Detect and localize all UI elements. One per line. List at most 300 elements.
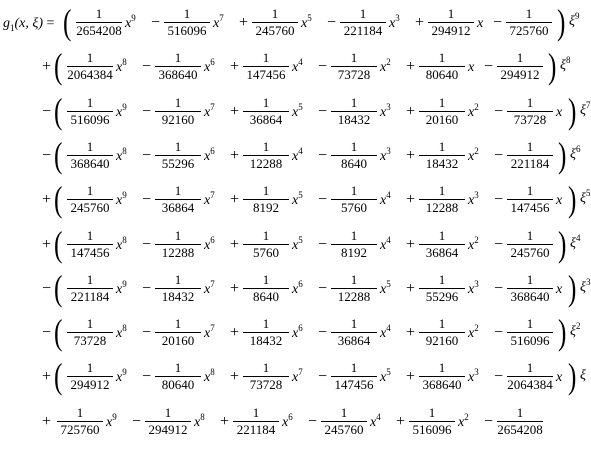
fraction: [425, 7, 477, 38]
fraction-denominator: 20160: [425, 111, 459, 127]
fraction-numerator: 1: [86, 271, 94, 287]
fraction-denominator: 18432: [249, 333, 283, 349]
x-power: $x^2$: [468, 101, 479, 120]
equation-row: [0, 267, 591, 312]
right-paren: ): [558, 223, 567, 264]
fraction-numerator: 1: [86, 316, 94, 332]
right-paren: ): [557, 2, 566, 42]
fraction: [240, 361, 292, 392]
fraction: [416, 317, 468, 348]
fraction: [230, 406, 282, 437]
x-power: $x^4$: [292, 57, 303, 76]
left-paren: (: [54, 90, 63, 131]
fraction-numerator: 1: [438, 94, 446, 110]
fraction-numerator: 1: [340, 404, 348, 420]
xi-power: $\xi^5$: [580, 188, 591, 207]
fraction: [240, 184, 292, 215]
x-power: $x^2$: [468, 323, 479, 342]
xi-power: ξ: [580, 368, 586, 384]
fraction-denominator: 221184: [510, 155, 550, 171]
x-power: $x^8$: [116, 145, 127, 164]
fraction-numerator: 1: [350, 271, 358, 287]
fraction-numerator: 1: [526, 183, 534, 199]
term-sign: −: [318, 146, 328, 164]
fraction: [73, 7, 125, 38]
row-lead-sign: +: [42, 235, 52, 253]
term-sign: −: [142, 235, 152, 253]
x-power: $x^9$: [125, 13, 136, 31]
fraction-numerator: 1: [359, 6, 367, 21]
fraction: [64, 184, 116, 215]
x-power: $x^3$: [389, 13, 400, 31]
fraction-denominator: 221184: [70, 288, 110, 304]
fraction-denominator: 245760: [510, 244, 550, 260]
fraction: [318, 406, 370, 437]
term-sign: −: [484, 58, 494, 76]
term-sign: +: [230, 368, 240, 386]
x-power: $x^3$: [468, 367, 479, 386]
term-sign: −: [132, 412, 142, 430]
x-power: $x^5$: [292, 190, 303, 209]
fraction: [504, 184, 556, 215]
fraction-numerator: 1: [262, 360, 270, 376]
fraction-denominator: 80640: [425, 67, 459, 83]
right-paren: ): [558, 312, 567, 353]
equation-row: [0, 46, 571, 90]
fraction: [504, 361, 556, 392]
fraction-numerator: 1: [174, 227, 182, 243]
fraction-numerator: 1: [174, 94, 182, 110]
x-power: $x^5$: [292, 234, 303, 253]
fraction-denominator: 73728: [249, 377, 283, 393]
fraction-numerator: 1: [86, 50, 94, 66]
fraction-numerator: 1: [86, 94, 94, 110]
fraction-denominator: 2654208: [497, 421, 543, 437]
fraction: [152, 361, 204, 392]
fraction-numerator: 1: [262, 94, 270, 110]
equation-row: [0, 2, 580, 46]
fraction: [240, 51, 292, 82]
fraction: [64, 140, 116, 171]
left-paren: (: [63, 2, 72, 42]
row-lead-sign: +: [42, 191, 52, 209]
term-sign: −: [308, 412, 318, 430]
fraction-denominator: 368640: [422, 377, 462, 393]
xi-power: $\xi^4$: [570, 232, 581, 251]
x-power: $x^9$: [116, 101, 127, 120]
fraction-denominator: 2654208: [76, 23, 122, 38]
xi-power: $\xi^7$: [580, 99, 591, 118]
lhs-subscript: 1: [10, 22, 15, 33]
fraction-denominator: 294912: [500, 67, 540, 83]
fraction: [328, 96, 380, 127]
fraction-numerator: 1: [526, 316, 534, 332]
fraction-numerator: 1: [526, 360, 534, 376]
fraction: [240, 273, 292, 304]
fraction-denominator: 8640: [341, 155, 367, 171]
fraction-denominator: 8192: [341, 244, 367, 260]
x-power: $x^8$: [194, 411, 205, 430]
fraction: [328, 229, 380, 260]
row-lead-sign: +: [42, 58, 52, 76]
fraction-denominator: 12288: [249, 155, 283, 171]
fraction-denominator: 36864: [337, 333, 371, 349]
fraction-numerator: 1: [76, 404, 84, 420]
fraction-denominator: 147456: [246, 67, 286, 83]
fraction-numerator: 1: [428, 404, 436, 420]
fraction: [328, 184, 380, 215]
term-sign: −: [494, 235, 504, 253]
x-power: $x^2$: [380, 57, 391, 76]
term-sign: +: [230, 191, 240, 209]
term-sign: −: [494, 279, 504, 297]
fraction-numerator: 1: [516, 404, 524, 420]
x-power: $x^3$: [380, 145, 391, 164]
x-power: $x^9$: [116, 278, 127, 297]
row-lead-sign: −: [42, 324, 52, 342]
fraction-numerator: 1: [438, 50, 446, 66]
left-paren: (: [54, 46, 63, 87]
fraction-numerator: 1: [252, 404, 260, 420]
fraction-numerator: 1: [350, 94, 358, 110]
fraction: [64, 273, 116, 304]
fraction-numerator: 1: [438, 227, 446, 243]
term-sign: +: [406, 324, 416, 342]
x-power: $x^3$: [380, 101, 391, 120]
fraction-denominator: 73728: [513, 111, 547, 127]
fraction-numerator: 1: [350, 50, 358, 66]
x-power: $x^9$: [106, 411, 117, 430]
fraction-denominator: 92160: [425, 333, 459, 349]
equation-row: [0, 356, 586, 400]
fraction: [406, 406, 458, 437]
row-lead-sign: +: [42, 412, 52, 430]
term-sign: −: [142, 102, 152, 120]
term-sign: +: [406, 279, 416, 297]
term-sign: +: [230, 324, 240, 342]
fraction-numerator: 1: [350, 316, 358, 332]
term-sign: −: [318, 324, 328, 342]
fraction-numerator: 1: [262, 138, 270, 154]
right-paren: ): [568, 179, 577, 220]
fraction: [504, 140, 556, 171]
fraction-denominator: 18432: [161, 288, 195, 304]
left-paren: (: [54, 179, 63, 220]
fraction-numerator: 1: [447, 6, 455, 21]
term-sign: +: [220, 412, 230, 430]
right-paren: ): [568, 267, 577, 308]
fraction: [240, 96, 292, 127]
fraction-denominator: 8192: [253, 200, 279, 216]
fraction-numerator: 1: [438, 271, 446, 287]
term-sign: −: [318, 58, 328, 76]
fraction-numerator: 1: [526, 138, 534, 154]
fraction-denominator: 368640: [70, 155, 110, 171]
term-sign: +: [230, 58, 240, 76]
fraction-denominator: 725760: [60, 421, 100, 437]
fraction-denominator: 55296: [161, 155, 195, 171]
fraction-numerator: 1: [95, 6, 103, 21]
left-paren: (: [54, 223, 63, 264]
fraction-denominator: 147456: [70, 244, 110, 260]
xi-power: $\xi^8$: [560, 55, 571, 74]
fraction-denominator: 221184: [343, 23, 383, 38]
x-power: $x^6$: [204, 145, 215, 164]
fraction-numerator: 1: [350, 183, 358, 199]
term-sign: +: [230, 102, 240, 120]
x-power: x: [556, 104, 563, 120]
equation-row: [0, 90, 591, 135]
fraction: [64, 317, 116, 348]
fraction-denominator: 294912: [148, 421, 188, 437]
right-paren: ): [558, 134, 567, 175]
fraction-denominator: 12288: [337, 288, 371, 304]
left-paren: (: [54, 312, 63, 353]
x-power: $x^5$: [301, 13, 312, 31]
x-power: $x^2$: [458, 411, 469, 430]
fraction-numerator: 1: [174, 183, 182, 199]
fraction-denominator: 18432: [425, 155, 459, 171]
fraction: [416, 229, 468, 260]
x-power: $x^6$: [292, 323, 303, 342]
fraction-denominator: 147456: [510, 200, 550, 216]
equation-row: [0, 401, 543, 445]
equation-row: [0, 179, 591, 223]
fraction-denominator: 73728: [337, 67, 371, 83]
fraction-denominator: 147456: [334, 377, 374, 393]
x-power: $x^7$: [204, 101, 215, 120]
fraction: [504, 229, 556, 260]
fraction-denominator: 516096: [412, 421, 452, 437]
fraction-numerator: 1: [262, 183, 270, 199]
fraction: [503, 7, 555, 38]
fraction: [240, 140, 292, 171]
lhs-args: (x, ξ): [14, 16, 44, 31]
fraction-numerator: 1: [526, 94, 534, 110]
term-sign: +: [406, 146, 416, 164]
fraction-denominator: 5760: [341, 200, 367, 216]
x-power: $x^5$: [380, 367, 391, 386]
equation-row: [0, 223, 581, 268]
x-power: $x^9$: [116, 367, 127, 386]
x-power: $x^4$: [292, 145, 303, 164]
fraction: [504, 96, 556, 127]
right-paren: ): [568, 356, 577, 397]
fraction-numerator: 1: [350, 360, 358, 376]
fraction-numerator: 1: [438, 360, 446, 376]
fraction: [152, 317, 204, 348]
fraction-denominator: 36864: [425, 244, 459, 260]
fraction: [416, 273, 468, 304]
x-power: x: [556, 281, 563, 297]
fraction-numerator: 1: [174, 360, 182, 376]
term-sign: +: [406, 368, 416, 386]
term-sign: −: [142, 191, 152, 209]
left-paren: (: [54, 356, 63, 397]
fraction: [152, 229, 204, 260]
fraction-denominator: 92160: [161, 111, 195, 127]
fraction-numerator: 1: [526, 227, 534, 243]
fraction-numerator: 1: [86, 138, 94, 154]
fraction: [328, 273, 380, 304]
x-power: $x^6$: [204, 57, 215, 76]
term-sign: −: [318, 279, 328, 297]
fraction-denominator: 12288: [425, 200, 459, 216]
fraction-numerator: 1: [438, 183, 446, 199]
x-power: $x^5$: [380, 278, 391, 297]
fraction: [416, 361, 468, 392]
fraction-numerator: 1: [262, 271, 270, 287]
fraction-numerator: 1: [86, 360, 94, 376]
fraction: [416, 96, 468, 127]
term-sign: +: [406, 235, 416, 253]
fraction-numerator: 1: [262, 316, 270, 332]
fraction-denominator: 2064384: [507, 377, 553, 393]
fraction: [64, 51, 116, 82]
fraction-numerator: 1: [438, 138, 446, 154]
term-sign: +: [406, 191, 416, 209]
xi-power: $\xi^2$: [570, 321, 581, 340]
term-sign: +: [406, 58, 416, 76]
fraction: [494, 51, 546, 82]
term-sign: −: [493, 14, 503, 31]
xi-power: $\xi^6$: [570, 143, 581, 162]
fraction-numerator: 1: [174, 316, 182, 332]
equation-row: [0, 312, 581, 356]
fraction-numerator: 1: [350, 138, 358, 154]
fraction: [152, 184, 204, 215]
xi-power: $\xi^9$: [569, 11, 580, 29]
x-power: $x^5$: [292, 101, 303, 120]
fraction-denominator: 725760: [509, 23, 549, 38]
x-power: x: [556, 193, 563, 209]
left-paren: (: [54, 267, 63, 308]
term-sign: −: [494, 368, 504, 386]
x-power: $x^7$: [204, 323, 215, 342]
term-sign: +: [230, 146, 240, 164]
term-sign: −: [142, 368, 152, 386]
fraction-numerator: 1: [174, 138, 182, 154]
x-power: $x^3$: [468, 190, 479, 209]
fraction: [328, 51, 380, 82]
fraction-numerator: 1: [86, 183, 94, 199]
x-power: x: [556, 370, 563, 386]
x-power: $x^8$: [116, 57, 127, 76]
fraction-denominator: 245760: [70, 200, 110, 216]
term-sign: +: [396, 412, 406, 430]
fraction: [416, 51, 468, 82]
left-paren: (: [54, 134, 63, 175]
term-sign: −: [318, 102, 328, 120]
xi-power: $\xi^3$: [580, 276, 591, 295]
term-sign: −: [494, 102, 504, 120]
fraction: [416, 140, 468, 171]
row-lead-sign: −: [42, 146, 52, 164]
fraction: [328, 140, 380, 171]
fraction: [64, 361, 116, 392]
fraction: [249, 7, 301, 38]
fraction: [504, 317, 556, 348]
fraction-denominator: 516096: [70, 111, 110, 127]
x-power: $x^8$: [116, 234, 127, 253]
fraction-numerator: 1: [164, 404, 172, 420]
fraction: [240, 229, 292, 260]
fraction-denominator: 73728: [73, 333, 107, 349]
row-lead-sign: −: [42, 279, 52, 297]
fraction-denominator: 294912: [431, 23, 471, 38]
fraction-numerator: 1: [271, 6, 279, 21]
x-power: $x^7$: [292, 367, 303, 386]
term-sign: −: [494, 191, 504, 209]
fraction-numerator: 1: [350, 227, 358, 243]
fraction-denominator: 2064384: [67, 67, 113, 83]
fraction-denominator: 368640: [510, 288, 550, 304]
term-sign: −: [494, 146, 504, 164]
fraction: [328, 317, 380, 348]
fraction: [64, 229, 116, 260]
fraction-denominator: 36864: [249, 111, 283, 127]
fraction-denominator: 5760: [253, 244, 279, 260]
term-sign: −: [327, 14, 337, 31]
fraction-numerator: 1: [183, 6, 191, 21]
x-power: $x^3$: [468, 278, 479, 297]
fraction-denominator: 245760: [255, 23, 295, 38]
x-power: x: [468, 60, 475, 76]
term-sign: −: [142, 58, 152, 76]
fraction: [328, 361, 380, 392]
lhs-equals: =: [46, 16, 55, 31]
right-paren: ): [568, 90, 577, 131]
row-lead-sign: −: [42, 102, 52, 120]
term-sign: +: [230, 279, 240, 297]
fraction-denominator: 516096: [167, 23, 207, 38]
fraction-numerator: 1: [86, 227, 94, 243]
x-power: $x^4$: [380, 190, 391, 209]
lhs-function: g: [3, 16, 10, 31]
fraction: [337, 7, 389, 38]
term-sign: +: [239, 14, 249, 31]
equation-row: [0, 134, 581, 179]
fraction: [161, 7, 213, 38]
fraction-denominator: 245760: [324, 421, 364, 437]
fraction: [152, 51, 204, 82]
term-sign: +: [415, 14, 425, 31]
fraction-denominator: 80640: [161, 377, 195, 393]
term-sign: −: [318, 235, 328, 253]
term-sign: −: [318, 368, 328, 386]
fraction: [54, 406, 106, 437]
term-sign: −: [484, 412, 494, 430]
fraction: [152, 273, 204, 304]
x-power: $x^7$: [204, 278, 215, 297]
fraction-numerator: 1: [516, 50, 524, 66]
fraction-denominator: 368640: [158, 67, 198, 83]
fraction-denominator: 221184: [236, 421, 276, 437]
fraction-denominator: 8640: [253, 288, 279, 304]
x-power: $x^6$: [292, 278, 303, 297]
right-paren: ): [548, 46, 557, 87]
fraction: [152, 140, 204, 171]
term-sign: −: [142, 279, 152, 297]
term-sign: −: [318, 191, 328, 209]
fraction: [504, 273, 556, 304]
fraction-denominator: 55296: [425, 288, 459, 304]
row-lead-sign: +: [42, 368, 52, 386]
x-power: $x^8$: [116, 323, 127, 342]
fraction-denominator: 18432: [337, 111, 371, 127]
fraction-numerator: 1: [174, 50, 182, 66]
fraction: [64, 96, 116, 127]
